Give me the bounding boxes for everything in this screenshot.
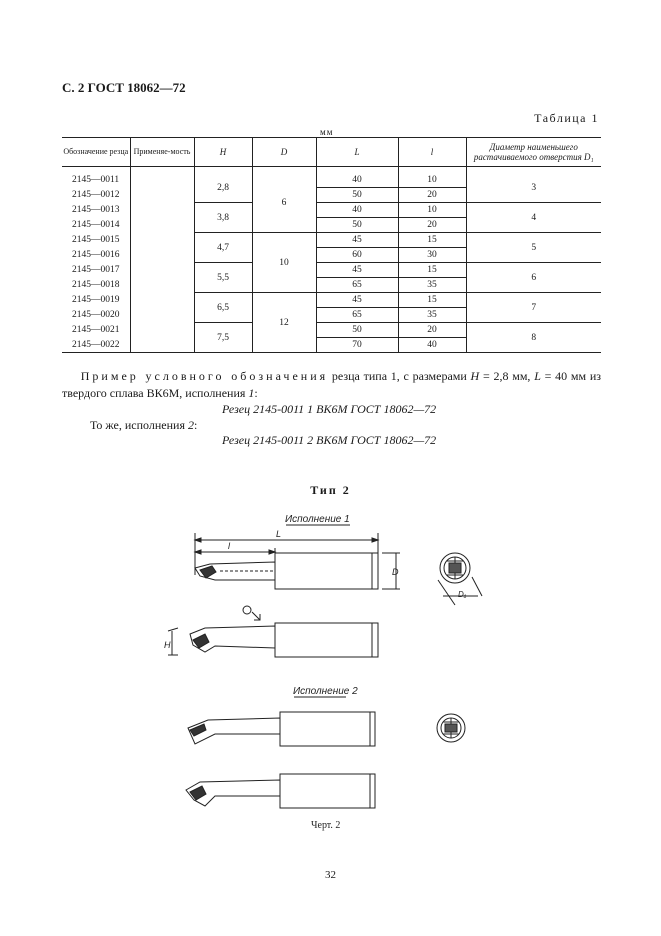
- col-D: D: [252, 138, 316, 167]
- col-code: Обозначение резца: [62, 138, 130, 167]
- table-row: 2145—0015 4,7 10 45 15 5: [62, 233, 601, 248]
- col-l: l: [398, 138, 466, 167]
- table-row: 2145—0022 70 40: [62, 338, 601, 353]
- col-L: L: [316, 138, 398, 167]
- dim-H-label: H: [164, 640, 171, 650]
- exec1-label: Исполнение 1: [285, 514, 350, 525]
- dim-l-label: l: [228, 541, 230, 551]
- designation-2: Резец 2145-0011 2 ВК6М ГОСТ 18062—72: [222, 433, 437, 447]
- page-header: С. 2 ГОСТ 18062—72: [62, 80, 186, 95]
- cutter-drawing: [0, 500, 661, 840]
- col-applicability: Применяе-мость: [130, 138, 194, 167]
- figure-caption: Черт. 2: [311, 820, 341, 831]
- table-row: 2145—0016 60 30: [62, 248, 601, 263]
- designation-1: Резец 2145-0011 1 ВК6М ГОСТ 18062—72: [222, 402, 437, 416]
- table-row: 2145—0020 65 35: [62, 308, 601, 323]
- table-caption: Таблица 1: [534, 111, 599, 125]
- dim-D1-label: D₁: [458, 590, 467, 599]
- cutter-table: [62, 137, 601, 353]
- dim-D-label: D: [392, 567, 399, 577]
- table-row: 2145—0021 7,5 50 20 8: [62, 323, 601, 338]
- exec2-label: Исполнение 2: [293, 686, 358, 697]
- dim-L-label: L: [276, 529, 282, 539]
- same-paragraph: То же, исполнения 2:: [90, 418, 198, 432]
- col-D1: Диаметр наименьшего растачиваемого отверстия D₁: [466, 138, 601, 167]
- table-row: 2145—0012 50 20: [62, 188, 601, 203]
- table-row: 2145—0013 3,8 40 10 4: [62, 203, 601, 218]
- page-number: 32: [325, 869, 336, 881]
- example-paragraph: Пример условного обозначения резца типа 1, с размерами H = 2,8 мм, L = 40 мм из твердого сплава ВК6М, исполнения 1:: [62, 369, 602, 400]
- table-row: 2145—0011 2,8 6 40 10 3: [62, 173, 601, 188]
- table-row: 2145—0017 5,5 45 15 6: [62, 263, 601, 278]
- table-row: 2145—0018 65 35: [62, 278, 601, 293]
- table-row: 2145—0019 6,5 12 45 15 7: [62, 293, 601, 308]
- col-H: H: [194, 138, 252, 167]
- table-row: 2145—0014 50 20: [62, 218, 601, 233]
- unit-label: мм: [320, 127, 334, 137]
- type-title: Тип 2: [310, 483, 351, 497]
